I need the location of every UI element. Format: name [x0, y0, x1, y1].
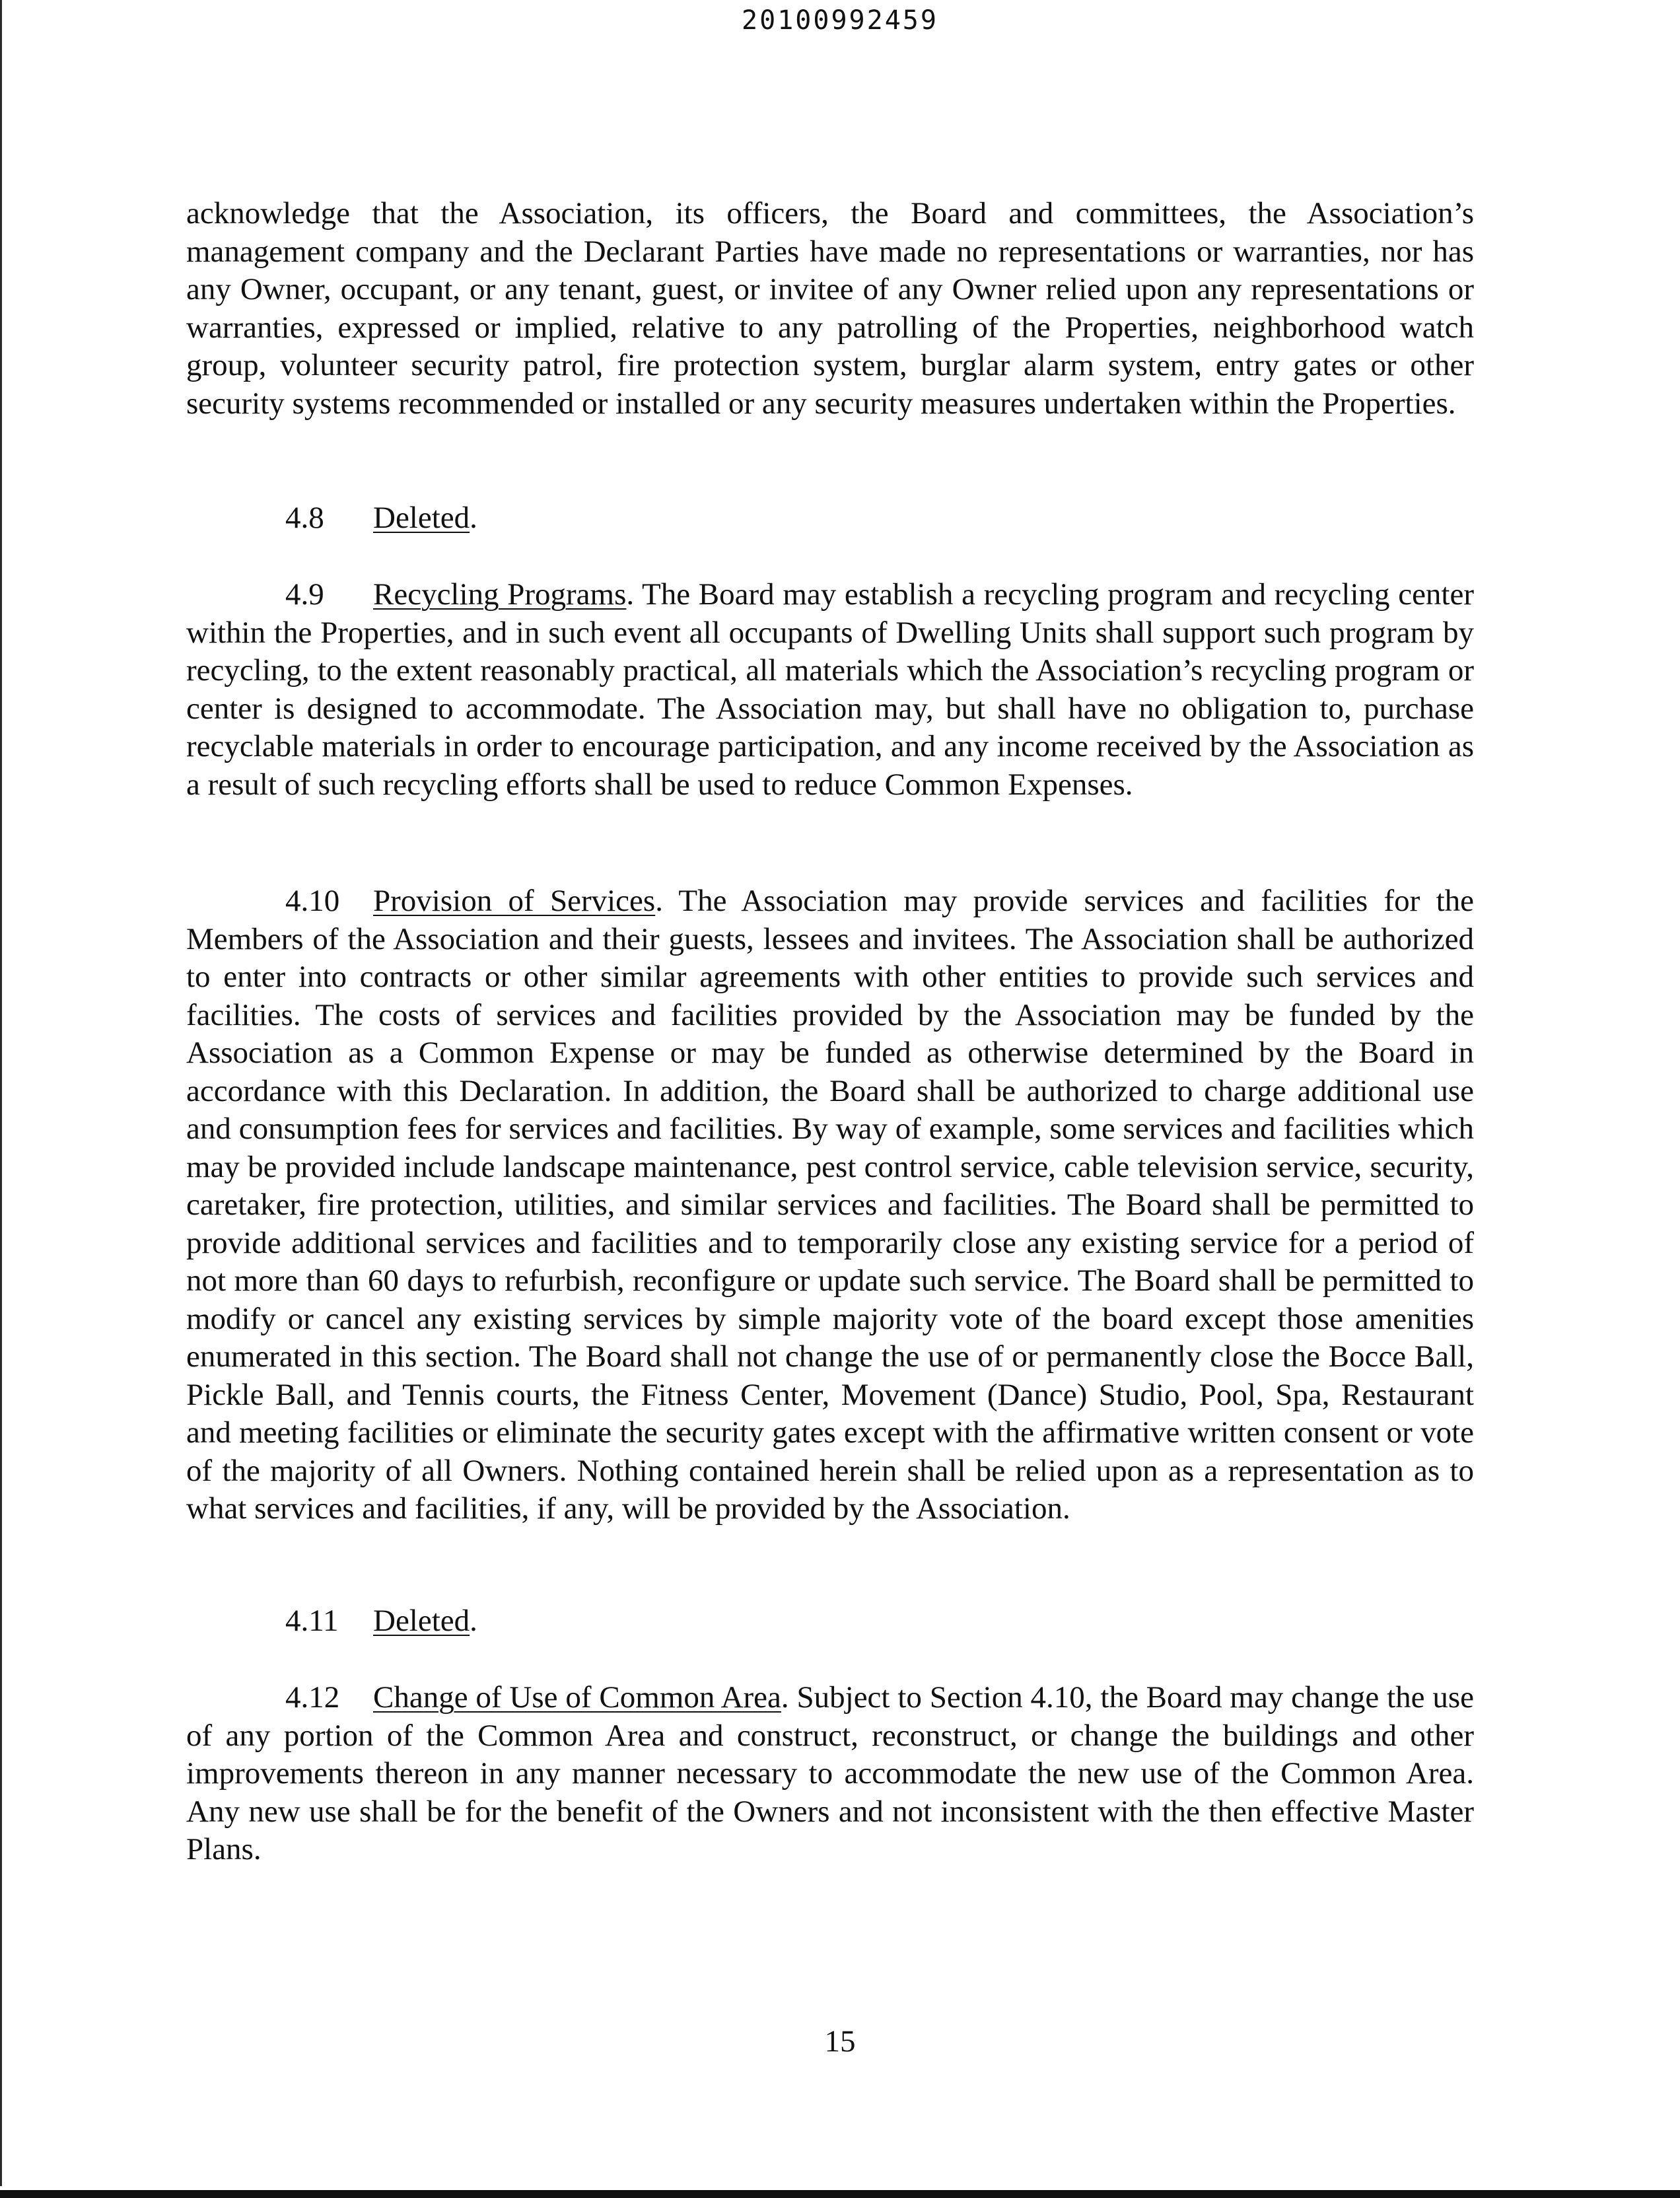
section-heading: Recycling Programs [373, 577, 627, 612]
section-4-9 [186, 576, 1474, 804]
paragraph-intro [186, 195, 1474, 423]
section-number: 4.10 [285, 884, 340, 918]
section-heading: Change of Use of Common Area [373, 1680, 781, 1715]
section-4-8 [186, 499, 1474, 538]
page-number: 15 [824, 2024, 856, 2059]
paragraph-intro-text: acknowledge that the Association, its officers, the Board and committees, the Association’s management company and the Declarant Parties have made no representations or warranties, nor has any Owner, occupant, or any tenant, guest, or invitee of any Owner relied upon any representations or warranties, expressed or implied, relative to any patrolling of the Properties, neighborhood watch group, volunteer security patrol, fire protection system, burglar alarm system, entry gates or other security systems recommended or installed or any security measures undertaken within the Properties. [186, 196, 1474, 421]
section-number: 4.11 [285, 1604, 339, 1638]
section-4-11 [186, 1602, 1474, 1641]
section-text: . [470, 501, 477, 535]
section-heading: Deleted [373, 1604, 470, 1638]
section-number: 4.12 [285, 1680, 340, 1715]
section-number: 4.8 [285, 501, 324, 535]
section-text: . [470, 1604, 477, 1638]
section-4-10 [186, 882, 1474, 1528]
section-text: . The Board may establish a recycling program and recycling center within the Properties, and in such event all occupants of Dwelling Units shall support such program by recycling, to the extent reasonably practical, all materials which the Association’s recycling program or center is designed to accommodate. The Association may, but shall have no obligation to, purchase recyclable materials in order to encourage participation, and any income received by the Association as a result of such recycling efforts shall be used to reduce Common Expenses. [186, 577, 1475, 802]
section-text: . Subject to Section 4.10, the Board may change the use of any portion of the Common Area and construct, reconstruct, or change the buildings and other improvements thereon in any manner necessary to accommodate the new use of the Common Area. Any new use shall be for the benefit of the Owners and not inconsistent with the then effective Master Plans. [186, 1680, 1474, 1866]
section-text: . The Association may provide services and facilities for the Members of the Association and their guests, lessees and invitees. The Association shall be authorized to enter into contracts or other similar agreements with other entities to provide such services and facilities. The costs of services and facilities provided by the Association may be funded by the Association as a Common Expense or may be funded as otherwise determined by the Board in accordance with this Declaration. In addition, the Board shall be authorized to charge additional use and consumption fees for services and facilities. By way of example, some services and facilities which may be provided include landscape maintenance, pest control service, cable television service, security, caretaker, fire protection, utilities, and similar services and facilities. The Board shall be permitted to provide additional services and facilities and to temporarily close any existing service for a period of not more than 60 days to refurbish, reconfigure or update such service. The Board shall be permitted to modify or cancel any existing services by simple majority vote of the board except those amenities enumerated in this section. The Board shall not change the use of or permanently close the Bocce Ball, Pickle Ball, and Tennis courts, the Fitness Center, Movement (Dance) Studio, Pool, Spa, Restaurant and meeting facilities or eliminate the security gates except with the affirmative written consent or vote of the majority of all Owners. Nothing contained herein shall be relied upon as a representation as to what services and facilities, if any, will be provided by the Association. [186, 884, 1474, 1526]
scan-left-edge [0, 0, 2, 2186]
document-number: 20100992459 [742, 5, 938, 36]
section-heading: Provision of Services [373, 884, 656, 918]
scan-bottom-edge [0, 2190, 1680, 2198]
section-heading: Deleted [373, 501, 470, 535]
section-4-12 [186, 1679, 1474, 1869]
section-number: 4.9 [285, 577, 324, 612]
